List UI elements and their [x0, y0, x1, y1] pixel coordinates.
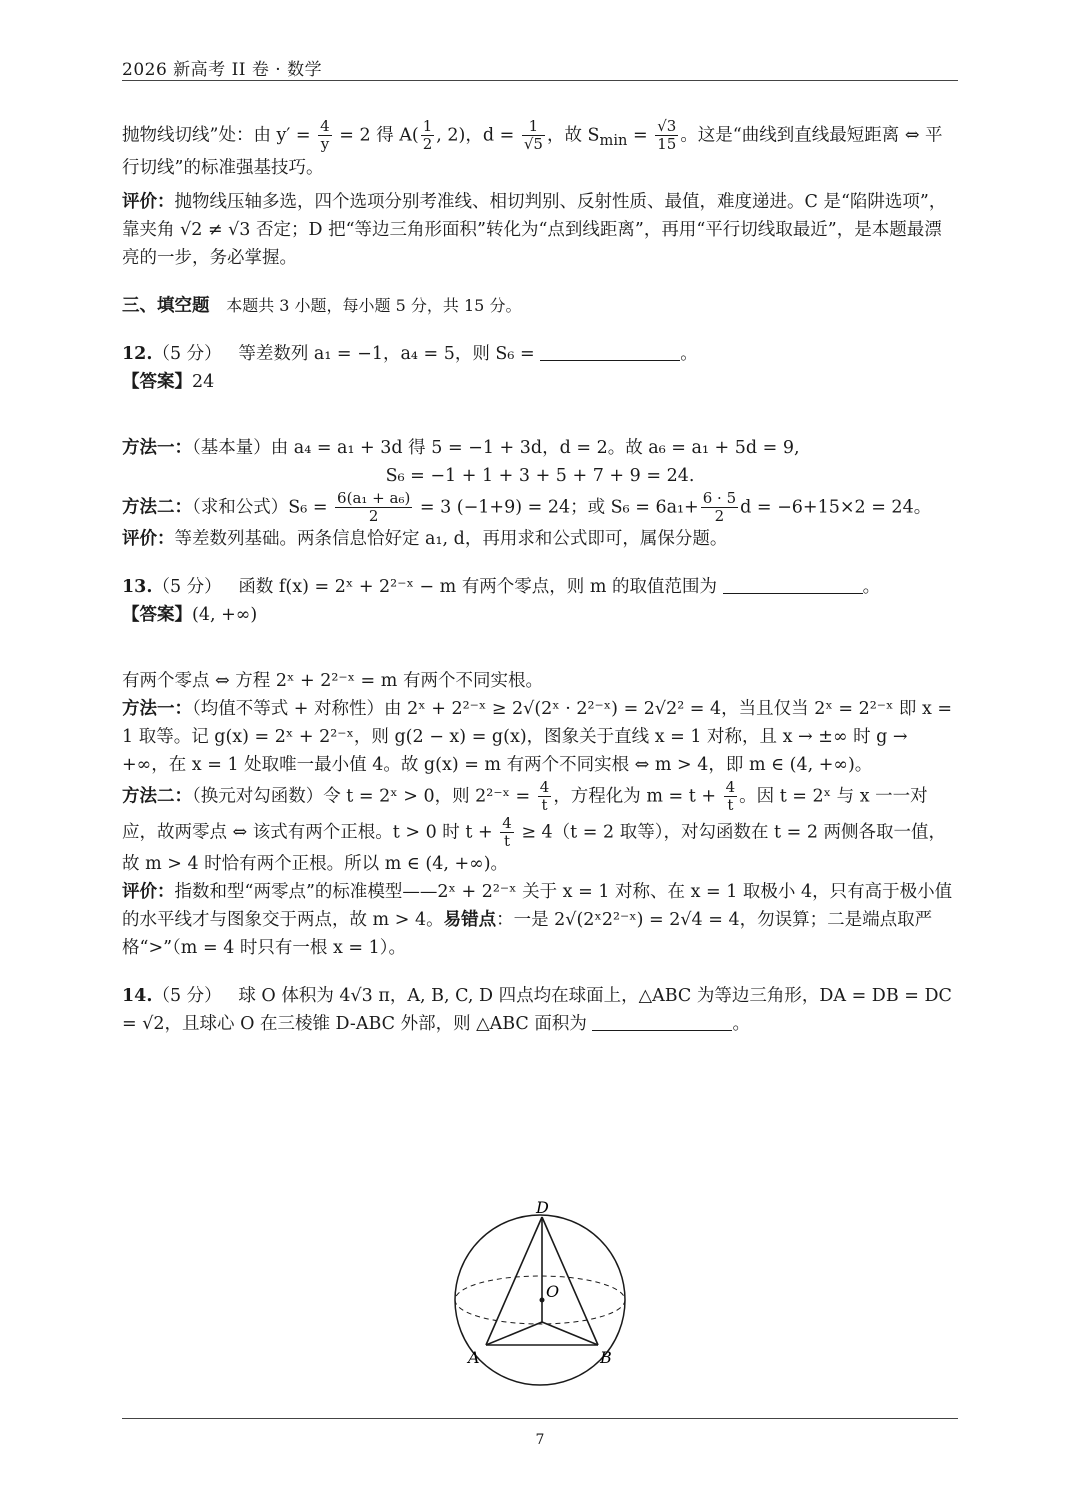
text-run: 。这是“曲线到直线最短距离 ⇔ 平行切线”的标准强基技巧。 — [122, 125, 943, 178]
q12-stem — [122, 340, 958, 368]
sphere-tetrahedron-figure — [440, 1195, 640, 1395]
section-title: 三、填空题 — [122, 295, 210, 316]
page-number: 7 — [535, 1432, 545, 1448]
section-heading — [122, 292, 958, 320]
answer-value: (4, +∞) — [192, 605, 258, 625]
fraction: $\frac{4}{t}$ — [539, 778, 550, 815]
center-point-O — [540, 1298, 545, 1303]
eval-text: ：一是 2√(2ˣ2²⁻ˣ) = 2√4 = 4，勿误算；二是端点取严格“>”（m = 4 时只有一根 x = 1）。 — [122, 910, 933, 958]
answer-blank — [540, 342, 680, 361]
fraction: $\frac{√3}{15}$ — [657, 117, 677, 154]
q12-evaluation — [122, 525, 958, 553]
label-B: B — [600, 1348, 612, 1367]
fraction: $\frac{4}{t}$ — [502, 813, 512, 850]
question-score: （5 分） — [152, 986, 222, 1006]
eval-label: 评价： — [122, 191, 175, 212]
label-O: O — [546, 1282, 560, 1301]
text-run: ≥ 4（t = 2 取等），对勾函数在 t = 2 两侧各取一值，故 m > 4 时恰有两个正根。所以 m ∈ (4, +∞)。 — [122, 821, 947, 874]
text-run: = 3 (−1+9) = 24；或 S₆ = 6a₁+ — [414, 496, 699, 517]
text-run: 。 — [680, 343, 698, 364]
answer-value: 24 — [192, 371, 215, 392]
page-header: 2026 新高考 II 卷 · 数学 — [122, 60, 323, 80]
text-run: ，方程化为 m = t + — [553, 786, 722, 807]
eval-text: 等差数列基础。两条信息恰好定 a₁, d，再用求和公式即可，属保分题。 — [174, 529, 728, 549]
answer-label: 【答案】 — [122, 371, 192, 392]
fraction: $\frac{4}{t}$ — [725, 778, 736, 815]
fraction: $\frac{\text{6(a₁ + a₆)}}{2}$ — [337, 488, 411, 525]
label-D: D — [536, 1198, 549, 1217]
method-text: （基本量）由 a₄ = a₁ + 3d 得 5 = −1 + 3d，d = 2。故 a₆ = a₁ + 5d = 9, — [192, 437, 800, 458]
fraction: $\frac{1}{√5}$ — [523, 117, 543, 154]
page-content — [122, 118, 958, 1038]
header-rule — [122, 80, 958, 81]
method-label: 方法二： — [122, 496, 192, 517]
q12-method1 — [122, 434, 958, 462]
error-label: 易错点 — [443, 910, 497, 930]
q13-intro: 有两个零点 ⇔ 方程 2ˣ + 2²⁻ˣ = m 有两个不同实根。 — [122, 671, 543, 691]
q13-answer — [122, 601, 958, 629]
question-number: 12. — [122, 343, 153, 364]
text-run: = 2 得 A( — [333, 125, 419, 146]
fraction: $\frac{4}{y}$ — [320, 117, 330, 154]
method-text: （均值不等式 + 对称性）由 2ˣ + 2²⁻ˣ ≥ 2√(2ˣ · 2²⁻ˣ) = 2√2² = 4，当且仅当 2ˣ = 2²⁻ˣ 即 x = 1 取等。记 g(x) = 2ˣ + 2²⁻ˣ，则 g(2 − x) = g(x)，图象关于直线 x = 1 对称，且 x → ±∞ 时 g → +∞，在 x = 1 处取唯一最小值 4。故 g(x) = m 有两个不同实根 ⇔ m > 4，即 m ∈ (4, +∞)。 — [122, 699, 953, 775]
question-number: 13. — [122, 577, 153, 597]
question-number: 14. — [122, 986, 153, 1006]
question-text: 球 O 体积为 4√3 π，A, B, C, D 四点均在球面上，△ABC 为等边三角形，DA = DB = DC = √2，且球心 O 在三棱锥 D-ABC 外部，则 △ABC 面积为 — [122, 986, 952, 1034]
q13-method1 — [122, 695, 958, 779]
question-score: （5 分） — [152, 343, 222, 364]
text-run: , 2)，d = — [436, 125, 520, 146]
eval-label: 评价： — [122, 529, 175, 549]
q11-evaluation — [122, 188, 958, 272]
q13-evaluation — [122, 878, 958, 962]
q12-method2 — [122, 490, 958, 526]
question-text: 函数 f(x) = 2ˣ + 2²⁻ˣ − m 有两个零点，则 m 的取值范围为 — [238, 577, 723, 597]
method-label: 方法一： — [122, 699, 192, 719]
eval-text: 指数和型“两零点”的标准模型——2ˣ + 2²⁻ˣ 关于 x = 1 对称、在 x = 1 取极小 4，只有高于极小值的水平线才与图象交于两点，故 m > 4。 — [122, 882, 953, 930]
eval-text: 抛物线压轴多选，四个选项分别考准线、相切判别、反射性质、最值，难度递进。C 是“陷阱选项”，靠夹角 √2 ≠ √3 否定；D 把“等边三角形面积”转化为“点到线距离”，再用“平行切线取最近”，是本题最漂亮的一步，务必掌握。 — [122, 191, 947, 268]
footer-rule — [122, 1418, 958, 1419]
text-run: （换元对勾函数）令 t = 2ˣ > 0，则 2²⁻ˣ = — [192, 786, 536, 807]
method-label: 方法一： — [122, 437, 192, 458]
text-run: 。 — [862, 577, 881, 597]
section-desc: 本题共 3 小题，每小题 5 分，共 15 分。 — [226, 295, 522, 315]
fraction: $\frac{6 \cdot 5}{2}$ — [702, 488, 737, 525]
q13-method2 — [122, 779, 958, 878]
q13-stem — [122, 573, 958, 601]
subscript: min — [599, 131, 628, 149]
text-run: 。 — [732, 1014, 750, 1034]
text-run: （求和公式）S₆ = — [192, 496, 334, 517]
q11-continuation — [122, 118, 958, 182]
label-A: A — [468, 1348, 480, 1367]
question-text: 等差数列 a₁ = −1，a₄ = 5，则 S₆ = — [238, 343, 541, 364]
q14-stem — [122, 982, 958, 1038]
answer-blank — [592, 1012, 732, 1031]
q12-display-equation: S₆ = −1 + 1 + 3 + 5 + 7 + 9 = 24. — [385, 465, 695, 486]
text-run: 。因 t = 2ˣ 与 x 一一对应，故两零点 ⇔ 该式有两个正根。t > 0 时 t + — [122, 786, 928, 842]
eval-label: 评价： — [122, 882, 175, 902]
method-label: 方法二： — [122, 786, 192, 807]
answer-label: 【答案】 — [122, 605, 192, 625]
text-run: ，故 S — [546, 125, 600, 146]
fraction: $\frac{1}{2}$ — [422, 117, 433, 154]
answer-blank — [723, 575, 863, 594]
text-run: 抛物线切线”处：由 y′ = — [122, 125, 317, 146]
text-run: d = −6+15×2 = 24。 — [740, 496, 932, 517]
text-run: = — [627, 125, 654, 146]
q12-answer — [122, 368, 958, 396]
question-score: （5 分） — [152, 577, 222, 597]
